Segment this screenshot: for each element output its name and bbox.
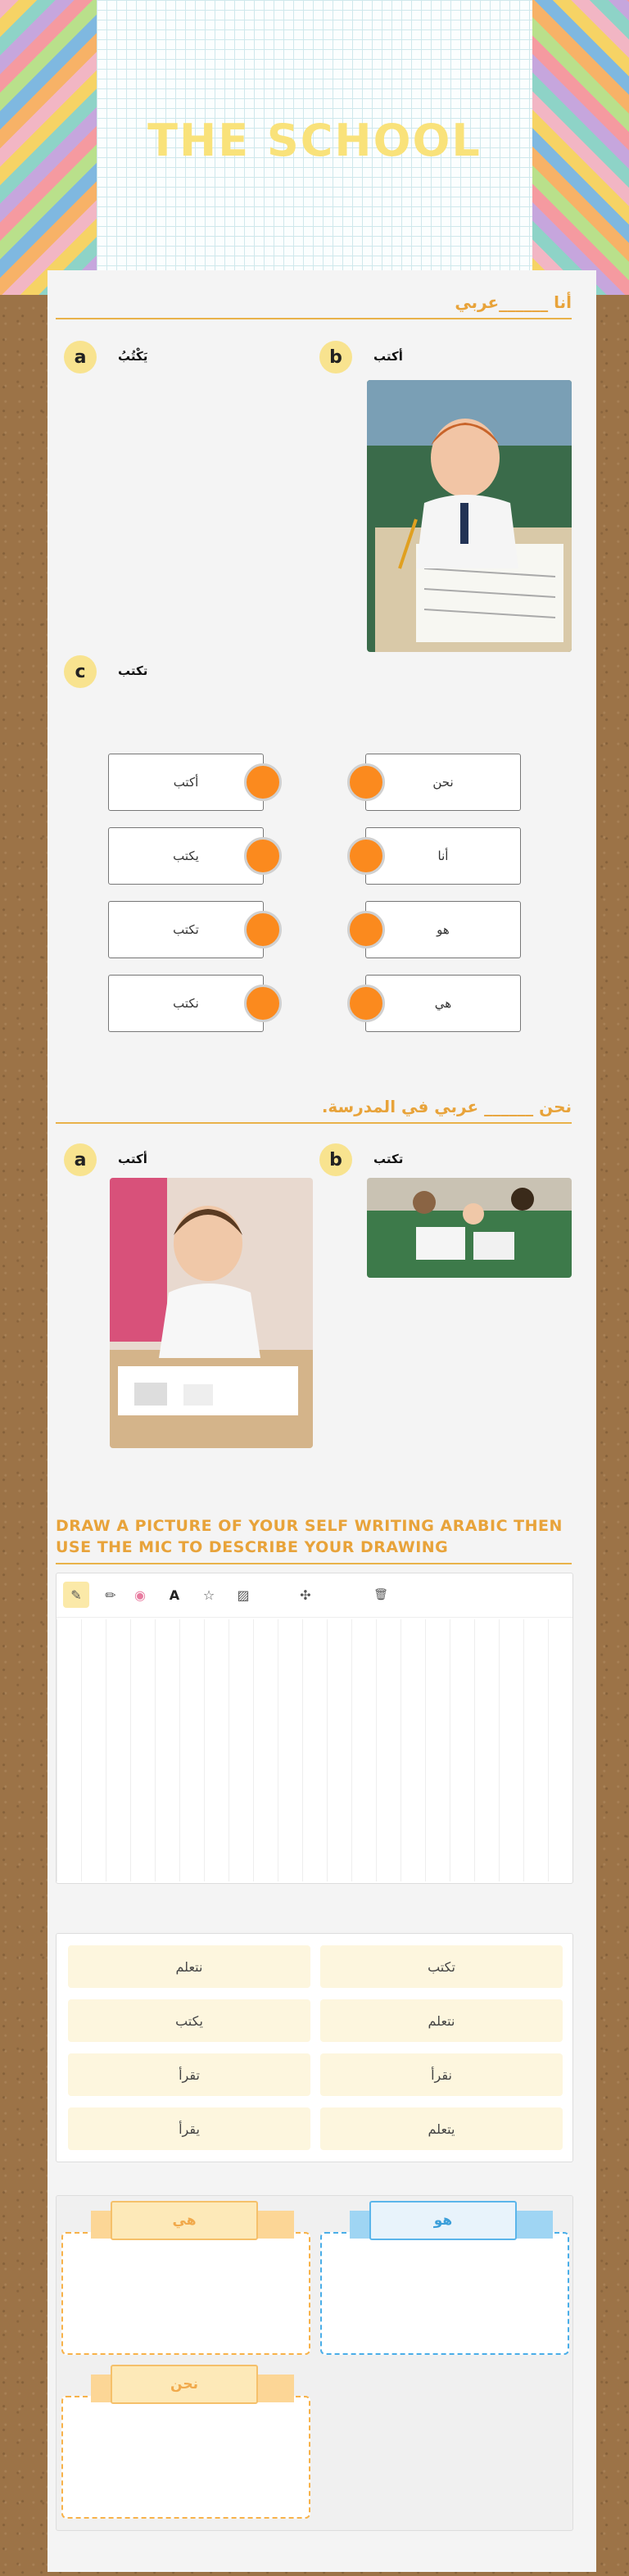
word-chip[interactable]: يقرأ [68, 2107, 310, 2150]
word-chip[interactable]: نتعلم [68, 1945, 310, 1988]
word-chip[interactable]: نقرأ [320, 2053, 563, 2096]
match-right-connector[interactable] [347, 985, 385, 1022]
match-right-item[interactable]: أنا [365, 827, 521, 885]
drawing-canvas[interactable] [57, 1619, 572, 1881]
word-chip[interactable]: يكتب [68, 1999, 310, 2042]
question-2-heading: نحن ______ عربي في المدرسة. [56, 1091, 572, 1124]
page-title: THE SCHOOL [147, 115, 482, 166]
pencil-icon[interactable]: ✎ [63, 1582, 89, 1608]
option-label: يَكْتُبُ [118, 349, 148, 364]
match-left-item[interactable]: يكتب [108, 827, 264, 885]
option-label: أكتب [373, 349, 403, 364]
image-icon[interactable]: ▨ [237, 1587, 250, 1603]
bin-label: نحن [111, 2365, 258, 2404]
option-badge: c [64, 655, 97, 688]
match-right-item[interactable]: نحن [365, 754, 521, 811]
sorting-area [56, 2195, 573, 2531]
drop-zone[interactable] [61, 2232, 310, 2355]
option-label: أكتب [118, 1152, 147, 1166]
stripe-pattern-left [0, 0, 97, 295]
option-label: تكتب [118, 663, 148, 678]
match-right-item[interactable]: هي [365, 975, 521, 1032]
match-left-connector[interactable] [244, 911, 282, 948]
trash-icon[interactable]: 🗑 [373, 1588, 388, 1601]
brush-icon[interactable]: ✏ [105, 1587, 116, 1603]
word-chip[interactable]: يتعلم [320, 2107, 563, 2150]
option-badge: a [64, 341, 97, 373]
text-tool-icon[interactable]: A [169, 1587, 180, 1603]
stripe-pattern-right [532, 0, 629, 295]
match-left-connector[interactable] [244, 985, 282, 1022]
move-icon[interactable]: ✣ [300, 1587, 311, 1603]
children-working-photo [367, 1178, 572, 1278]
drawing-instruction: DRAW A PICTURE OF YOUR SELF WRITING ARABIC THEN USE THE MIC TO DESCRIBE YOUR DRAWING [56, 1509, 572, 1564]
bin-label: هو [369, 2201, 517, 2240]
header [0, 0, 629, 295]
word-chip[interactable]: تقرأ [68, 2053, 310, 2096]
option-label: تكتب [373, 1152, 404, 1166]
boy-writing-photo [367, 380, 572, 652]
word-chip[interactable]: تكتب [320, 1945, 563, 1988]
question-1-heading: أنا ______عربي [56, 287, 572, 319]
boy-cutting-paper-photo [110, 1178, 313, 1448]
match-left-item[interactable]: تكتب [108, 901, 264, 958]
match-left-item[interactable]: أكتب [108, 754, 264, 811]
match-right-connector[interactable] [347, 837, 385, 875]
word-bank [56, 1933, 573, 2162]
drop-zone[interactable] [61, 2396, 310, 2519]
match-left-connector[interactable] [244, 837, 282, 875]
option-badge: b [319, 1143, 352, 1176]
match-left-connector[interactable] [244, 763, 282, 801]
color-picker-icon[interactable]: ◉ [134, 1587, 146, 1603]
option-badge: a [64, 1143, 97, 1176]
match-left-item[interactable]: نكتب [108, 975, 264, 1032]
drop-zone[interactable] [320, 2232, 569, 2355]
match-right-item[interactable]: هو [365, 901, 521, 958]
match-right-connector[interactable] [347, 763, 385, 801]
worksheet-panel [48, 270, 596, 2572]
word-chip[interactable]: نتعلم [320, 1999, 563, 2042]
star-icon[interactable]: ☆ [202, 1587, 215, 1603]
option-badge: b [319, 341, 352, 373]
drawing-board[interactable] [56, 1573, 573, 1884]
match-right-connector[interactable] [347, 911, 385, 948]
bin-label: هي [111, 2201, 258, 2240]
drawing-toolbar [57, 1573, 572, 1618]
